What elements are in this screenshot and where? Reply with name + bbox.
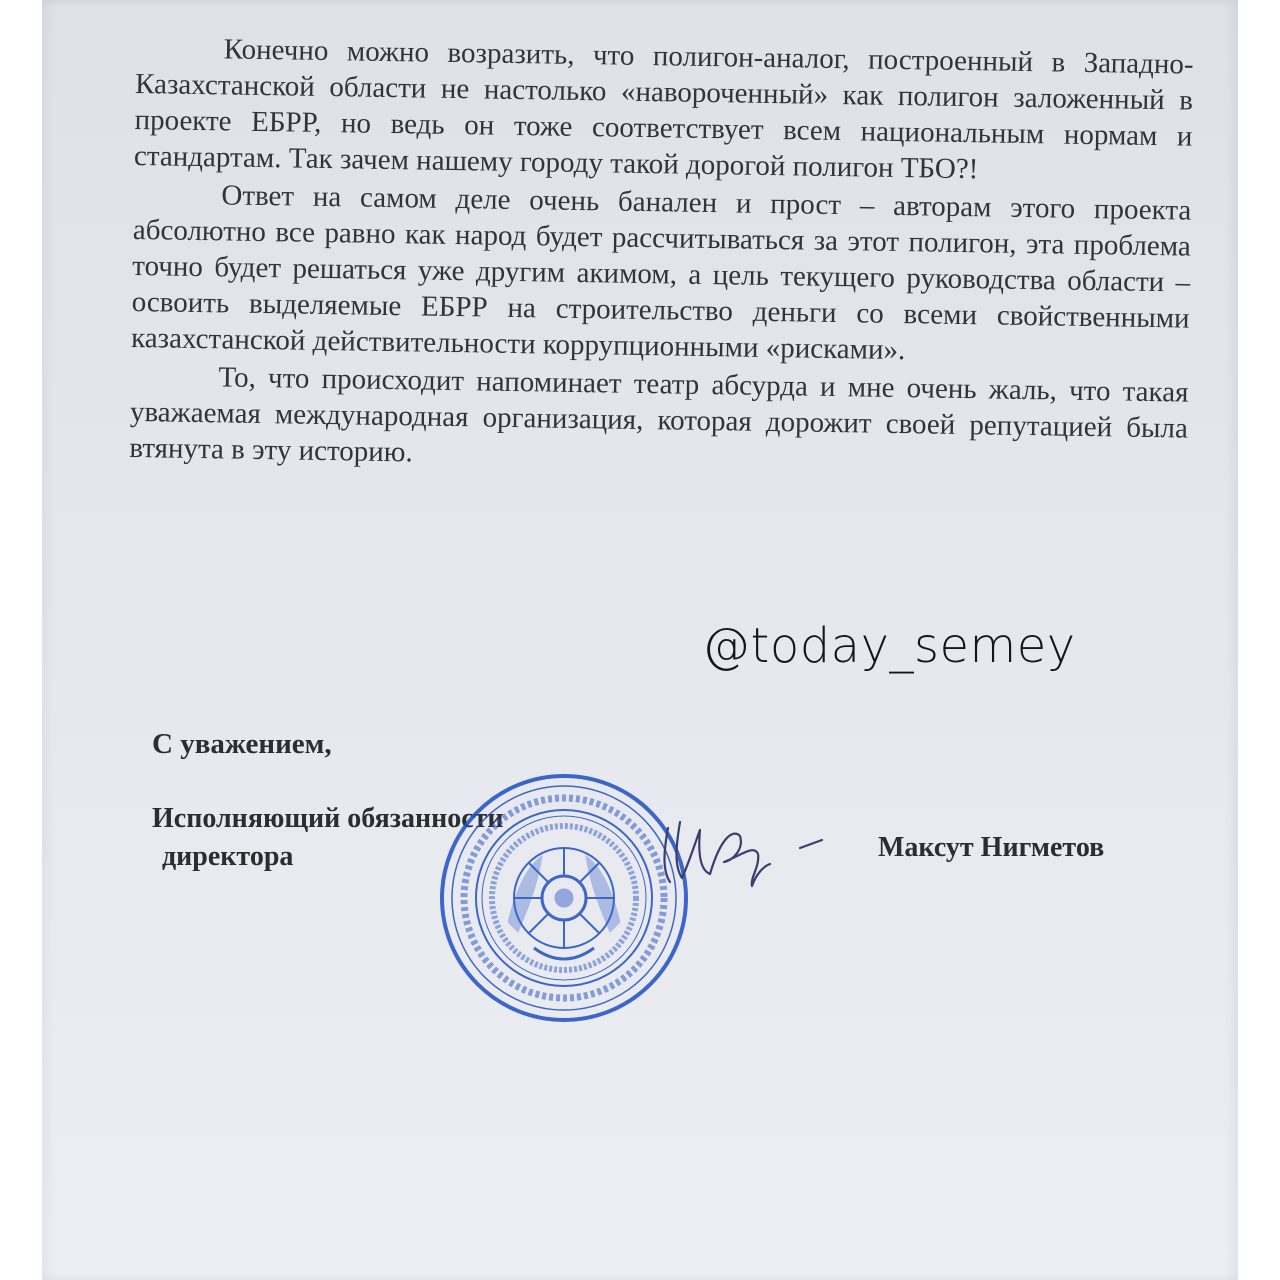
role-line-1: Исполняющий обязанности	[152, 803, 504, 834]
paragraph-2: Ответ на самом деле очень банален и прост – авторам этого проекта абсолютно все равно как народ будет рассчитываться за этот полигон, эта проблема точно будет решаться уже другим акимом, а цель текущего руководства области – освоить выделяемые ЕБРР на строительство деньги со всеми свойственными казахстанской действительности коррупционными «рисками».	[130, 179, 1192, 367]
paragraph-1: Конечно можно возразить, что полигон-аналог, построенный в Западно-Казахстанской области не настолько «навороченный» как полигон заложенный в проекте ЕБРР, но ведь он тоже соответствует всем национальным нормам и стандартам. Так зачем нашему городу такой дорогой полигон ТБО?!	[133, 33, 1194, 186]
signer-name: Максут Нигметов	[878, 832, 1105, 863]
handwritten-signature-icon	[640, 800, 830, 900]
role-line-2: директора	[162, 841, 294, 872]
letter-body	[129, 30, 1194, 485]
closing-salutation: С уважением,	[152, 728, 332, 760]
watermark-handle: @today_semey	[702, 618, 1076, 674]
paragraph-3: То, что происходит напоминает театр абсурда и мне очень жаль, что такая уважаемая международная организация, которая дорожит своей репутацией была втянута в эту историю.	[129, 361, 1189, 469]
